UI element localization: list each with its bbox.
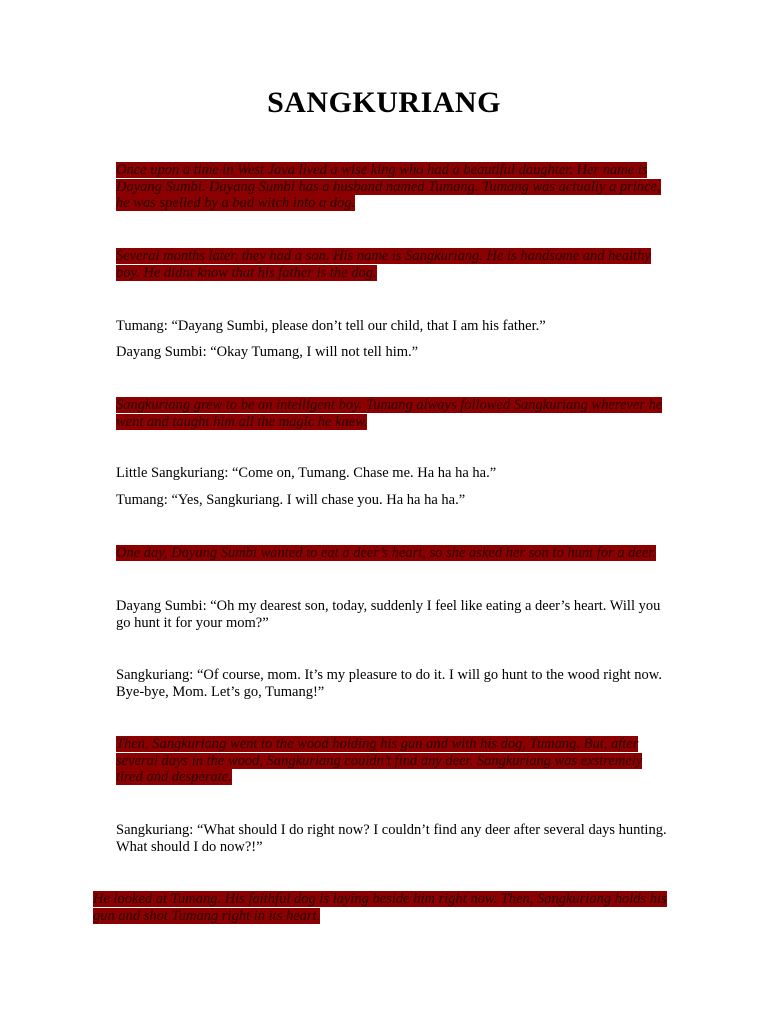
narration-paragraph-5 xyxy=(116,736,672,786)
narration-text-6: He looked at Tumang. His faithful dog is laying beside him right now. Then, Sangkuriang holds his gun and shot Tumang right in its heart. xyxy=(93,891,667,924)
dialogue-line-7: Sangkuriang: “What should I do right now? I couldn’t find any deer after several days hunting. What should I do now?!” xyxy=(116,822,667,855)
narration-text-1: Once upon a time in West Java lived a wise king who had a beautiful daughter. Her name is Dayang Sumbi. Dayang Sumbi has a husband named Tumang. Tumang was actually a prince, he was spelled by a bad witch into a dog. xyxy=(116,162,661,211)
narration-text-3: Sangkuriang grew to be an intelligent boy. Tumang always followed Sangkuriang wherever he went and taught him all the magic he knew. xyxy=(116,397,663,430)
narration-paragraph-4 xyxy=(116,545,672,562)
narration-paragraph-2 xyxy=(116,248,672,281)
narration-paragraph-6 xyxy=(93,891,668,924)
dialogue-line-1: Tumang: “Dayang Sumbi, please don’t tell our child, that I am his father.” xyxy=(116,318,546,334)
dialogue-line-2: Dayang Sumbi: “Okay Tumang, I will not tell him.” xyxy=(116,344,419,360)
narration-text-2: Several months later, they had a son. His name is Sangkuriang. He is handsome and healthy boy. He didnt know that his father is the dog. xyxy=(116,248,651,281)
dialogue-line-5: Dayang Sumbi: “Oh my dearest son, today, suddenly I feel like eating a deer’s heart. Will you go hunt it for your mom?” xyxy=(116,598,661,631)
narration-text-5: Then, Sangkuriang went to the wood holding his gun and with his dog, Tumang. But, after several days in the wood, Sangkuriang couldn’t find any deer. Sangkuriang was exstremely tired and desperate. xyxy=(116,736,643,785)
document-title: SANGKURIANG xyxy=(267,86,501,119)
dialogue-line-6: Sangkuriang: “Of course, mom. It’s my pleasure to do it. I will go hunt to the wood right now. Bye-bye, Mom. Let’s go, Tumang!” xyxy=(116,667,662,700)
narration-paragraph-3 xyxy=(116,397,672,430)
narration-text-4: One day, Dayang Sumbi wanted to eat a deer’s heart, so she asked her son to hunt for a deer. xyxy=(116,545,656,561)
dialogue-line-4: Tumang: “Yes, Sangkuriang. I will chase you. Ha ha ha ha.” xyxy=(116,492,466,508)
dialogue-line-3: Little Sangkuriang: “Come on, Tumang. Chase me. Ha ha ha ha.” xyxy=(116,465,497,481)
narration-paragraph-1 xyxy=(116,162,672,212)
